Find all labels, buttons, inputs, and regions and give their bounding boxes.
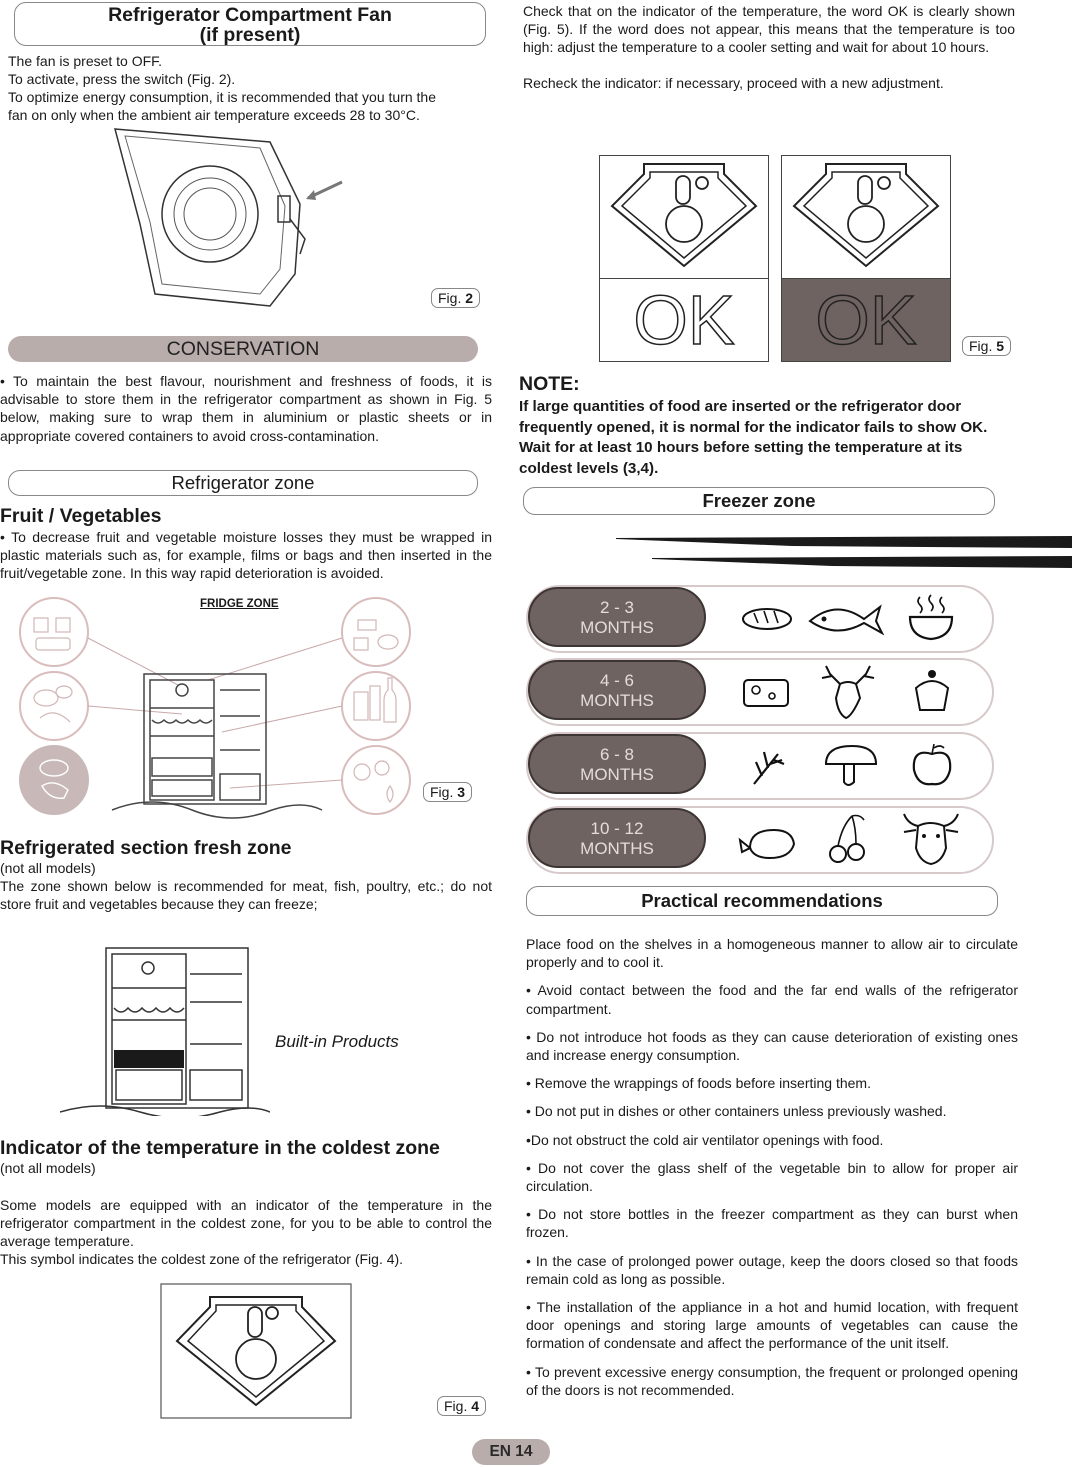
fig-number: 2 xyxy=(465,290,474,306)
page-number: 14 xyxy=(515,1443,533,1460)
recommendation-item: • The installation of the appliance in a hot and humid location, with frequent door openings and storing large amounts of vegetables can cause the formation of condensate and affect the performance of the unit itself. xyxy=(526,1299,1018,1352)
months-badge xyxy=(528,660,706,720)
freezer-row xyxy=(526,732,994,800)
months-unit: MONTHS xyxy=(580,765,654,784)
fan-line: To optimize energy consumption, it is recommended that you turn the xyxy=(8,89,436,105)
fig-4-label xyxy=(437,1396,486,1416)
fruit-text: • To decrease fruit and vegetable moisture losses they must be wrapped in plastic materials such as, for example, films or bags and then inserted in the fruit/vegetable zone. In this way rapid deterioration is avoided. xyxy=(0,529,492,582)
fresh-zone-heading: Refrigerated section fresh zone xyxy=(0,837,292,859)
fig-text: Fig. xyxy=(430,784,454,800)
months-badge xyxy=(528,587,706,647)
recheck-text: Recheck the indicator: if necessary, proceed with a new adjustment. xyxy=(523,75,944,91)
recommendation-item: • In the case of prolonged power outage, keep the doors closed so that foods remain cold as long as possible. xyxy=(526,1252,1018,1287)
months-range: 2 - 3 xyxy=(599,598,635,617)
fig-text: Fig. xyxy=(438,290,462,306)
indicator-heading: Indicator of the temperature in the coldest zone xyxy=(0,1137,440,1159)
conservation-text: • To maintain the best flavour, nourishment and freshness of foods, it is advisable to store them in the refrigerator compartment as shown in Fig. 5 below, making sure to wrap them in aluminium or plastic sheets or in appropriate covered containers to avoid cross-contamination. xyxy=(0,373,492,444)
vegetables-icon xyxy=(748,740,788,790)
fruit-heading: Fruit / Vegetables xyxy=(0,505,162,527)
practical-title-box xyxy=(526,886,998,916)
recommendation-item: • To prevent excessive energy consumption, the frequent or prolonged opening of the doors is not recommended. xyxy=(526,1363,1018,1398)
fan-line: fan on only when the ambient air temperature exceeds 28 to 30°C. xyxy=(8,107,420,123)
page-number-badge xyxy=(472,1439,550,1465)
freezer-zone-title-box xyxy=(523,487,995,515)
recommendation-item: • Do not cover the glass shelf of the vegetable bin to allow for proper air circulation. xyxy=(526,1159,1018,1195)
coldest-zone-symbol xyxy=(160,1283,352,1419)
conservation-title: CONSERVATION xyxy=(166,338,320,360)
fan-text xyxy=(8,52,488,124)
indicator-symbol-icon xyxy=(782,156,950,278)
fig-5-label xyxy=(962,336,1011,356)
months-badge xyxy=(528,808,706,868)
note-title: NOTE: xyxy=(519,373,580,395)
chicken-icon xyxy=(736,822,798,862)
recommendation-item: • Do not put in dishes or other containers unless previously washed. xyxy=(526,1103,947,1120)
cherries-icon xyxy=(828,812,868,866)
months-range: 4 - 6 xyxy=(599,671,635,690)
indicator-ok-clear xyxy=(599,155,769,362)
recommendation-item: • Remove the wrappings of foods before inserting them. xyxy=(526,1075,871,1092)
soup-bowl-icon xyxy=(906,591,956,643)
fresh-zone-note: (not all models) xyxy=(0,860,96,876)
fig-3-label xyxy=(423,782,472,802)
freezer-row xyxy=(526,806,994,874)
months-badge xyxy=(528,734,706,794)
recommendation-item: • Avoid contact between the food and the far end walls of the refrigerator compartment. xyxy=(526,982,1018,1017)
practical-title: Practical recommendations xyxy=(641,890,883,911)
fish-icon xyxy=(806,597,888,641)
fig-number: 5 xyxy=(996,338,1005,354)
fan-line: The fan is preset to OFF. xyxy=(8,53,163,69)
recommendation-item: Place food on the shelves in a homogeneous manner to allow air to circulate properly and to cool it. xyxy=(526,936,1018,971)
fridge-zone-title: Refrigerator zone xyxy=(171,472,315,493)
freezer-zone-title: Freezer zone xyxy=(702,490,816,511)
indicator-ok-dark xyxy=(781,155,951,362)
decorative-streaks xyxy=(612,530,1072,570)
indicator-text-2: This symbol indicates the coldest zone of the refrigerator (Fig. 4). xyxy=(0,1251,404,1267)
indicator-note: (not all models) xyxy=(0,1160,96,1176)
fan-subtitle: (if present) xyxy=(199,24,301,46)
fan-illustration xyxy=(110,124,360,314)
fig-number: 4 xyxy=(471,1398,480,1414)
ok-text: OK xyxy=(633,281,735,359)
builtin-fridge-diagram xyxy=(60,944,270,1116)
fresh-zone-text: The zone shown below is recommended for meat, fish, poultry, etc.; do not store fruit and vegetables because they can freeze; xyxy=(0,878,492,913)
months-range: 10 - 12 xyxy=(590,819,644,838)
fig-text: Fig. xyxy=(969,338,993,354)
ok-text: OK xyxy=(815,281,917,359)
indicator-symbol-icon xyxy=(600,156,768,278)
note-text: If large quantities of food are inserted or the refrigerator door frequently opened, it is normal for the indicator fails to show OK. Wait for at least 10 hours before setting the temperature at its coldest levels (3,4). xyxy=(519,398,988,477)
cow-icon xyxy=(900,810,962,868)
deer-icon xyxy=(818,662,878,722)
check-text: Check that on the indicator of the temperature, the word OK is clearly shown (Fig. 5). If the word does not appear, this means that the temperature is too high: adjust the temperature to a cooler setting and wait for about 10 hours. xyxy=(523,3,1015,56)
bread-icon xyxy=(740,597,794,637)
conservation-banner xyxy=(8,336,478,362)
fan-line: To activate, press the switch (Fig. 2). xyxy=(8,71,236,87)
builtin-label: Built-in Products xyxy=(275,1032,399,1051)
language-code: EN xyxy=(489,1443,511,1460)
months-unit: MONTHS xyxy=(580,839,654,858)
fig-text: Fig. xyxy=(444,1398,468,1414)
mushroom-icon xyxy=(820,740,880,790)
recommendation-item: • Do not store bottles in the freezer compartment as they can burst when frozen. xyxy=(526,1206,1018,1241)
freezer-row xyxy=(526,658,994,726)
fan-title-box xyxy=(14,2,486,46)
cheese-icon xyxy=(740,676,792,710)
fridge-zone-diagram xyxy=(12,590,432,820)
apple-icon xyxy=(910,740,954,790)
cake-icon xyxy=(910,666,954,716)
months-range: 6 - 8 xyxy=(599,745,635,764)
fig-2-label xyxy=(431,288,480,308)
practical-list xyxy=(526,935,1018,1409)
recommendation-item: •Do not obstruct the cold air ventilator openings with food. xyxy=(526,1131,884,1148)
fridge-zone-title-box xyxy=(8,470,478,496)
fridge-zone-label: FRIDGE ZONE xyxy=(200,598,279,610)
months-unit: MONTHS xyxy=(580,618,654,637)
indicator-text: Some models are equipped with an indicator of the temperature in the refrigerator compartment in the coldest zone, for you to be able to control the average temperature. xyxy=(0,1197,492,1250)
months-unit: MONTHS xyxy=(580,691,654,710)
recommendation-item: • Do not introduce hot foods as they can cause deterioration of existing ones and increase energy consumption. xyxy=(526,1028,1018,1064)
fan-title: Refrigerator Compartment Fan xyxy=(108,4,392,26)
fig-number: 3 xyxy=(457,784,466,800)
freezer-row xyxy=(526,585,994,653)
